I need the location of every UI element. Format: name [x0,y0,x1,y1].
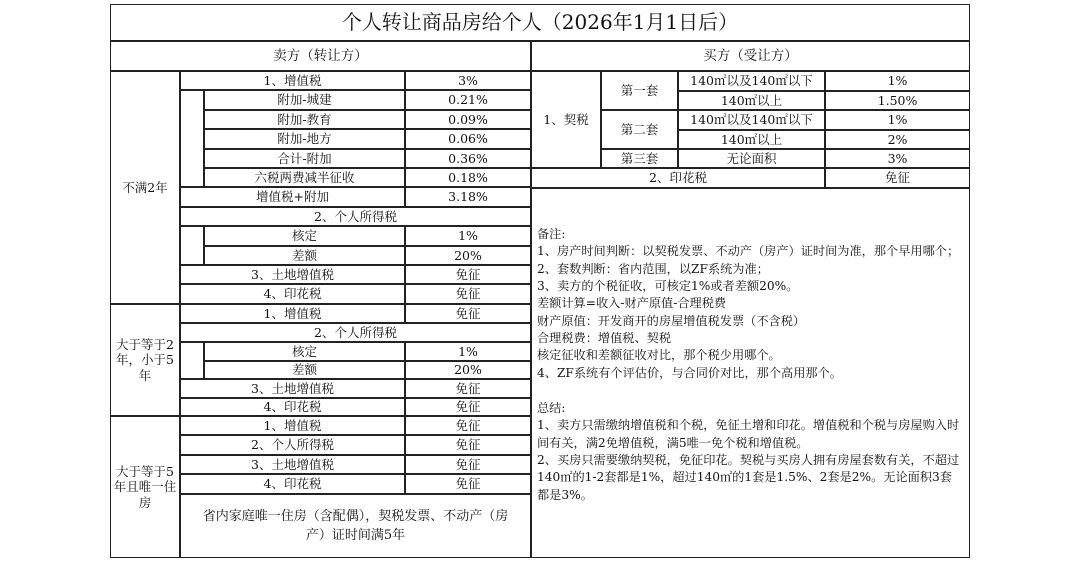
half-levy-label: 六税两费减半征收 [204,168,405,187]
half-levy-rate: 0.18% [405,168,531,187]
summary-item: 1、卖方只需缴纳增值税和个税，免征土增和印花。增值税和个税与房屋购入时间有关，满2免增值税，满5唯一免个税和增值税。 [537,418,960,450]
vat-plus-surcharge-rate: 3.18% [405,187,531,207]
deed-tax-rate: 1.50% [825,91,970,110]
stamp-label: 4、印花税 [180,284,405,304]
deed-tax-area: 140㎡以上 [678,130,825,149]
income-tax-label: 2、个人所得税 [180,207,531,226]
land-vat-value: 免征 [405,455,531,474]
vat-label: 1、增值税 [180,71,405,90]
note-item: 1、房产时间判断：以契税发票、不动产（房产）证时间为准，那个早用哪个； [537,244,960,259]
table-title: 个人转让商品房给个人（2026年1月1日后） [110,4,970,41]
surcharge-total-label: 合计-附加 [204,149,405,168]
buyer-stamp-value: 免征 [825,168,970,188]
note-item: 合理税费：增值税、契税 [537,330,672,345]
land-vat-label: 3、土地增值税 [180,455,405,474]
vat-plus-surcharge-label: 增值税+附加 [180,187,405,207]
deed-tax-area: 无论面积 [678,149,825,168]
vat-label: 1、增值税 [180,416,405,435]
note-item: 2、套数判断：省内范围，以ZF系统为准； [537,261,769,276]
deed-tax-second-home: 第二套 [601,110,678,149]
verified-label: 核定 [204,342,405,361]
seller-header: 卖方（转让方） [110,41,531,71]
income-tax-indent [180,342,204,379]
land-vat-value: 免征 [405,265,531,284]
stamp-label: 4、印花税 [180,474,405,494]
deed-tax-third-home: 第三套 [601,149,678,168]
vat-label: 1、增值税 [180,304,405,323]
notes-heading: 备注: [537,227,566,241]
deed-tax-rate: 3% [825,149,970,168]
verified-label: 核定 [204,226,405,246]
income-tax-label: 2、个人所得税 [180,435,405,455]
deed-tax-label: 1、契税 [531,71,601,168]
income-tax-label: 2、个人所得税 [180,323,531,342]
deed-tax-first-home: 第一套 [601,71,678,110]
notes-spacer [537,382,964,400]
surcharge-edu-label: 附加-教育 [204,110,405,129]
note-item: 财产原值：开发商开的房屋增值税发票（不含税） [537,313,806,328]
deed-tax-rate: 2% [825,130,970,149]
vat-rate: 3% [405,71,531,90]
buyer-stamp-label: 2、印花税 [531,168,825,188]
surcharge-local-label: 附加-地方 [204,129,405,149]
surcharge-city-rate: 0.21% [405,90,531,110]
surcharge-city-label: 附加-城建 [204,90,405,110]
verified-rate: 1% [405,342,531,361]
note-item: 核定征收和差额征收对比，那个税少用哪个。 [537,348,781,363]
note-item: 差额计算=收入-财产原值-合理税费 [537,296,727,311]
summary-heading: 总结: [537,400,566,415]
note-item: 3、卖方的个税征收，可核定1%或者差额20%。 [537,278,799,293]
deed-tax-rate: 1% [825,71,970,91]
surcharge-local-rate: 0.06% [405,129,531,149]
surcharge-total-rate: 0.36% [405,149,531,168]
income-tax-indent [180,226,204,265]
note-item: 4、ZF系统有个评估价，与合同价对比，那个高用那个。 [537,365,842,380]
difference-rate: 20% [405,361,531,379]
deed-tax-area: 140㎡以上 [678,91,825,110]
stamp-label: 4、印花税 [180,398,405,416]
notes-panel [531,188,970,558]
unique-home-condition: 省内家庭唯一住房（含配偶），契税发票、不动产（房产）证时间满5年 [180,494,531,558]
vat-value: 免征 [405,416,531,435]
deed-tax-area: 140㎡以及140㎡以下 [678,71,825,91]
summary-item: 2、买房只需要缴纳契税，免征印花。契税与买房人拥有房屋套数有关，不超过140㎡的1-2套都是1%，超过140㎡的1套是1.5%、2套是2%。无论面积3套都是3%。 [537,452,960,502]
income-tax-value: 免征 [405,435,531,455]
difference-label: 差额 [204,246,405,265]
stamp-value: 免征 [405,398,531,416]
buyer-header: 买方（受让方） [531,41,970,71]
surcharge-indent [180,90,204,187]
period-2-to-5-years: 大于等于2年，小于5年 [110,304,180,416]
difference-rate: 20% [405,246,531,265]
verified-rate: 1% [405,226,531,246]
deed-tax-area: 140㎡以及140㎡以下 [678,110,825,130]
land-vat-label: 3、土地增值税 [180,265,405,284]
deed-tax-rate: 1% [825,110,970,130]
vat-value: 免征 [405,304,531,323]
stamp-value: 免征 [405,284,531,304]
land-vat-value: 免征 [405,379,531,398]
period-under-2-years: 不满2年 [110,71,180,304]
land-vat-label: 3、土地增值税 [180,379,405,398]
surcharge-edu-rate: 0.09% [405,110,531,129]
period-5-years-unique-home: 大于等于5年且唯一住房 [110,416,180,558]
stamp-value: 免征 [405,474,531,494]
difference-label: 差额 [204,361,405,379]
